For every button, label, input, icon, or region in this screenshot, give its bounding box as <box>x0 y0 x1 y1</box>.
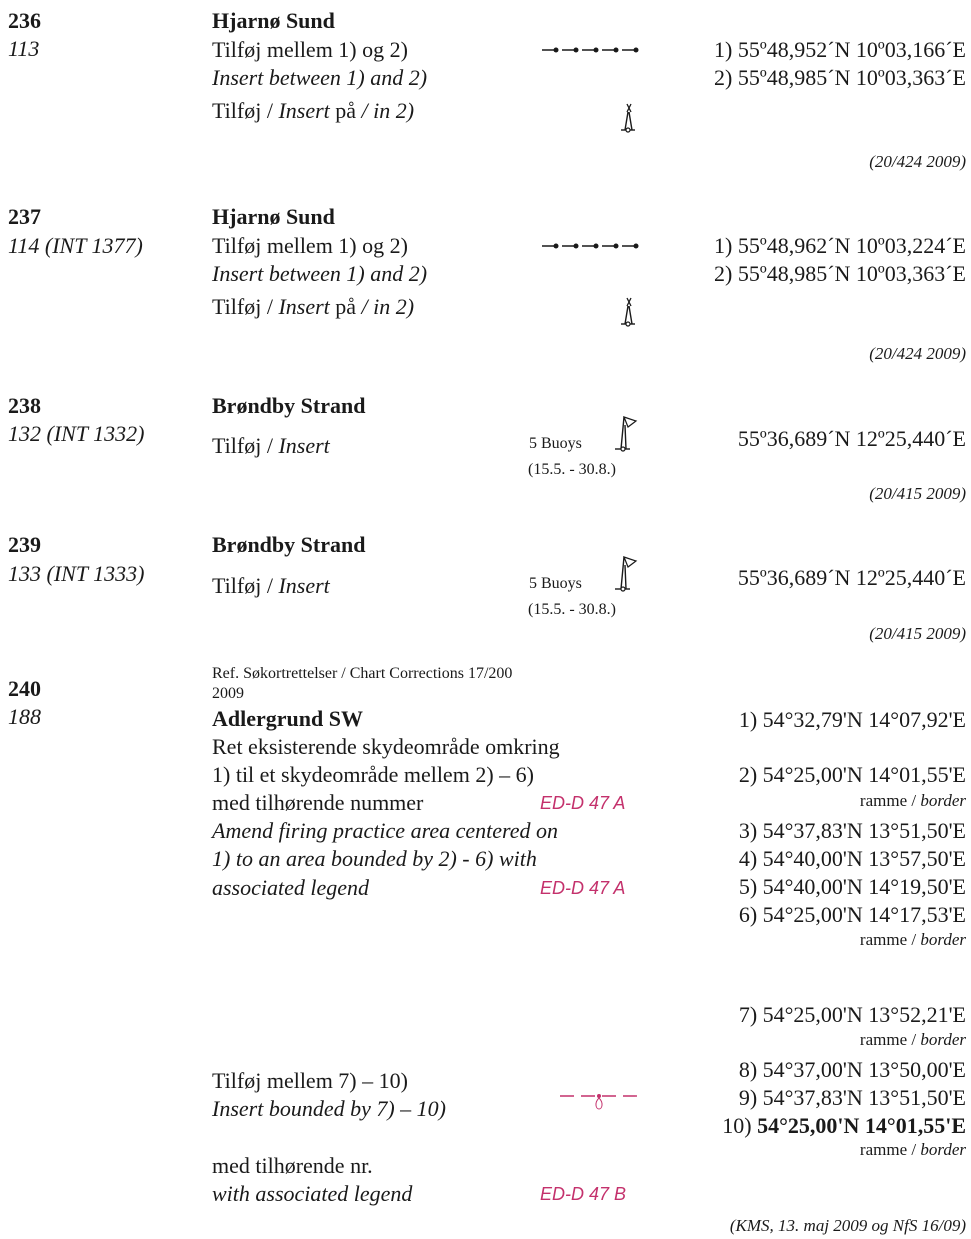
legend-ed-d-47-b: ED-D 47 B <box>540 1184 627 1204</box>
border-label: ramme / border <box>859 791 966 810</box>
entry-240-coord-9: 9) 54°37,83'N 13°51,50'E <box>738 1085 966 1110</box>
entry-240-assoc-da: med tilhørende nr. <box>212 1153 373 1178</box>
entry-240-english-line-3: associated legend <box>212 875 370 900</box>
entry-240-english-line-1: Amend firing practice area centered on <box>212 818 558 843</box>
entry-239-number: 239 <box>8 532 41 557</box>
entry-239-title: Brøndby Strand <box>212 532 366 557</box>
border-label: ramme / border <box>859 930 966 949</box>
entry-236-number: 236 <box>8 8 41 33</box>
entry-236-coord-2: 2) 55º48,985´N 10º03,363´E <box>714 65 966 90</box>
entry-236-instruction-en: Insert between 1) and 2) <box>212 65 428 90</box>
entry-240-assoc-en: with associated legend <box>212 1181 413 1206</box>
entry-240-number: 240 <box>8 676 41 701</box>
entry-236-coord-1: 1) 55º48,952´N 10º03,166´E <box>714 37 966 62</box>
entry-239-reference: (20/415 2009) <box>869 624 966 643</box>
entry-240-coord-10: 10) 54°25,00'N 14°01,55'E <box>722 1113 966 1138</box>
entry-240-english-line-2: 1) to an area bounded by 2) - 6) with <box>212 846 537 871</box>
buoy-topmark-icon <box>618 98 638 134</box>
entry-240-insert-da: Tilføj mellem 7) – 10) <box>212 1068 408 1093</box>
entry-240-chart: 188 <box>8 704 41 729</box>
entry-239-period: (15.5. - 30.8.) <box>528 601 616 618</box>
dotted-line-symbol-icon <box>540 42 640 58</box>
entry-237-instruction-en: Insert between 1) and 2) <box>212 261 428 286</box>
entry-239-chart: 133 (INT 1333) <box>8 561 145 586</box>
entry-240-coord-4: 4) 54°40,00'N 13°57,50'E <box>738 846 966 871</box>
entry-237-number: 237 <box>8 204 41 229</box>
entry-237-insert-line: Tilføj / Insert på / in 2) <box>212 294 415 319</box>
border-label: ramme / border <box>859 1140 966 1159</box>
legend-ed-d-47-a: ED-D 47 A <box>540 878 626 898</box>
entry-238-insert-line: Tilføj / Insert <box>212 433 330 458</box>
entry-240-danish-line-1: Ret eksisterende skydeområde omkring <box>212 734 560 759</box>
entry-238-period: (15.5. - 30.8.) <box>528 461 616 478</box>
entry-238-title: Brøndby Strand <box>212 393 366 418</box>
entry-238-number: 238 <box>8 393 41 418</box>
flag-buoy-icon <box>610 415 638 455</box>
firing-area-boundary-symbol-icon <box>560 1090 642 1112</box>
entry-237-coord-1: 1) 55º48,962´N 10º03,224´E <box>714 233 966 258</box>
entry-240-coord-1: 1) 54°32,79'N 14°07,92'E <box>738 707 966 732</box>
entry-240-coord-5: 5) 54°40,00'N 14°19,50'E <box>738 874 966 899</box>
entry-240-coord-6: 6) 54°25,00'N 14°17,53'E <box>738 902 966 927</box>
entry-240-coord-8: 8) 54°37,00'N 13°50,00'E <box>738 1057 966 1082</box>
entry-240-coord-7: 7) 54°25,00'N 13°52,21'E <box>738 1002 966 1027</box>
entry-240-coord-2: 2) 54°25,00'N 14°01,55'E <box>738 762 966 787</box>
entry-240-ref-line-1: Ref. Søkortrettelser / Chart Corrections 17/200 <box>212 665 513 682</box>
entry-240-reference: (KMS, 13. maj 2009 og NfS 16/09) <box>729 1216 966 1235</box>
entry-238-buoys-label: 5 Buoys <box>529 435 582 452</box>
legend-ed-d-47-a: ED-D 47 A <box>540 793 626 813</box>
entry-237-instruction-da: Tilføj mellem 1) og 2) <box>212 233 408 258</box>
entry-239-insert-line: Tilføj / Insert <box>212 573 330 598</box>
entry-238-chart: 132 (INT 1332) <box>8 421 145 446</box>
entry-237-chart: 114 (INT 1377) <box>8 233 143 258</box>
entry-240-insert-en: Insert bounded by 7) – 10) <box>212 1096 447 1121</box>
entry-240-danish-line-3: med tilhørende nummer <box>212 790 424 815</box>
entry-236-insert-line: Tilføj / Insert på / in 2) <box>212 98 415 123</box>
entry-237-title: Hjarnø Sund <box>212 204 335 229</box>
entry-239-buoys-label: 5 Buoys <box>529 575 582 592</box>
entry-237-reference: (20/424 2009) <box>869 344 966 363</box>
entry-239-coord: 55º36,689´N 12º25,440´E <box>737 565 966 590</box>
entry-236-chart: 113 <box>8 36 40 61</box>
entry-236-reference: (20/424 2009) <box>869 152 966 171</box>
border-label: ramme / border <box>859 1030 966 1049</box>
entry-240-ref-line-2: 2009 <box>212 685 244 702</box>
buoy-topmark-icon <box>618 292 638 328</box>
entry-240-title: Adlergrund SW <box>212 706 363 731</box>
flag-buoy-icon <box>610 555 638 595</box>
entry-240-coord-3: 3) 54°37,83'N 13°51,50'E <box>738 818 966 843</box>
entry-236-title: Hjarnø Sund <box>212 8 335 33</box>
entry-237-coord-2: 2) 55º48,985´N 10º03,363´E <box>714 261 966 286</box>
entry-238-reference: (20/415 2009) <box>869 484 966 503</box>
entry-236-instruction-da: Tilføj mellem 1) og 2) <box>212 37 408 62</box>
dotted-line-symbol-icon <box>540 238 640 254</box>
entry-238-coord: 55º36,689´N 12º25,440´E <box>737 426 966 451</box>
entry-240-danish-line-2: 1) til et skydeområde mellem 2) – 6) <box>212 762 534 787</box>
